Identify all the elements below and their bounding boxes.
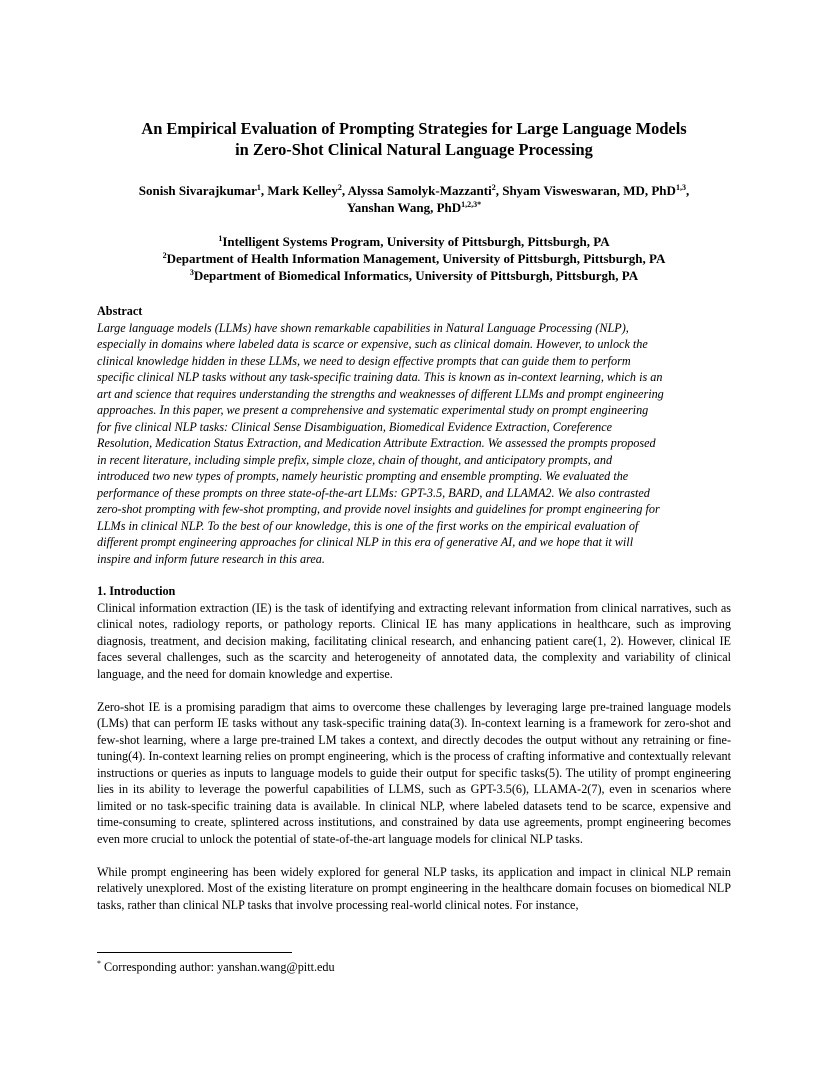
author: Shyam Visweswaran, MD, PhD$^{1,3}$,: [502, 183, 690, 198]
abstract-line: zero-shot prompting with few-shot prompting, and provide novel insights and guidelines for prompt engineering for: [97, 502, 660, 516]
paper-page: [97, 118, 731, 913]
abstract-line: approaches. In this paper, we present a comprehensive and systematic experimental study on prompt engineering: [97, 403, 649, 417]
abstract-line: specific clinical NLP tasks without any task-specific training data. This is known as in-context learning, which is an: [97, 370, 663, 384]
title-line-1: An Empirical Evaluation of Prompting Strategies for Large Language Models: [141, 119, 687, 138]
affiliation: $^3$Department of Biomedical Informatics, University of Pittsburgh, Pittsburgh, PA: [189, 268, 639, 283]
author: Mark Kelley$^2$,: [267, 183, 348, 198]
body-paragraph: While prompt engineering has been widely explored for general NLP tasks, its application and impact in clinical NLP remain relatively unexplored. Most of the existing literature on prompt engineering in the healthcare domain focuses on biomedical NLP tasks, rather than clinical NLP tasks that involve processing real-world clinical notes. For instance,: [97, 864, 731, 912]
abstract-line: for five clinical NLP tasks: Clinical Sense Disambiguation, Biomedical Evidence Extraction, Coreference: [97, 419, 613, 434]
abstract-line: in recent literature, including simple prefix, simple cloze, chain of thought, and anticipatory prompts, and: [97, 452, 613, 467]
footnote-divider: [97, 952, 292, 953]
footnote: [97, 959, 335, 975]
abstract-heading: Abstract: [97, 304, 143, 318]
abstract-line: clinical knowledge hidden in these LLMs, we need to design effective prompts that can guide them to perform: [97, 353, 631, 368]
abstract-line: especially in domains where labeled data is scarce or expensive, such as clinical domain. However, to unlock the: [97, 337, 648, 351]
footnote-text: Corresponding author: yanshan.wang@pitt.edu: [101, 960, 335, 974]
body-paragraph: Clinical information extraction (IE) is the task of identifying and extracting relevant information from clinical narratives, such as clinical notes, radiology reports, or pathology reports. Clinical IE has many applications in healthcare, such as improving diagnosis, treatment, and decision making, facilitating clinical research, and enhancing patient care(1, 2). However, clinical IE faces several challenges, such as the scarcity and heterogeneity of annotated data, the complexity and variability of clinical language, and the need for domain knowledge and expertise.: [97, 600, 731, 681]
abstract-line: Resolution, Medication Status Extraction, and Medication Attribute Extraction. We assessed the prompts proposed: [97, 436, 656, 450]
abstract-line: Large language models (LLMs) have shown remarkable capabilities in Natural Language Processing (NLP),: [97, 320, 629, 335]
author-list: [97, 182, 731, 216]
abstract-line: performance of these prompts on three state-of-the-art LLMs: GPT-3.5, BARD, and LLAMA2. We also contrasted: [97, 485, 650, 500]
paper-title: [97, 118, 731, 160]
abstract-line: inspire and inform future research in this area.: [97, 551, 325, 566]
affiliation: $^2$Department of Health Information Management, University of Pittsburgh, Pittsburgh, PA: [162, 251, 666, 266]
section-heading-introduction: 1. Introduction: [97, 584, 176, 598]
abstract-body: [97, 320, 731, 568]
abstract-line: LLMs in clinical NLP. To the best of our knowledge, this is one of the first works on the empirical evaluation of: [97, 518, 639, 533]
abstract-line: art and science that requires understanding the strengths and weaknesses of different LLMs and prompt engineering: [97, 386, 664, 401]
abstract-line: introduced two new types of prompts, namely heuristic prompting and ensemble prompting. We evaluated the: [97, 469, 629, 483]
author: Alyssa Samolyk-Mazzanti$^2$,: [347, 183, 503, 198]
affiliation-list: [97, 233, 731, 284]
author: Sonish Sivarajkumar$^1$,: [138, 183, 268, 198]
body-paragraph: Zero-shot IE is a promising paradigm that aims to overcome these challenges by leveraging large pre-trained language models (LMs) that can perform IE tasks without any task-specific training data(3). In-context learning is a framework for zero-shot and few-shot learning, where a large pre-trained LM takes a context, and directly decodes the output without any retraining or fine-tuning(4). In-context learning relies on prompt engineering, which is the process of crafting informative and contextually relevant instructions or queries as inputs to language models to guide their output for specific tasks(5). The utility of prompt engineering lies in its ability to leverage the powerful capabilities of LLMS, such as GPT-3.5(6), LLAMA-2(7), even in scenarios where limited or no task-specific training data is available. In clinical NLP, where labeled datasets tend to be scarce, expensive and time-consuming to create, splintered across institutions, and constrained by data use agreements, prompt engineering becomes even more crucial to unlock the potential of state-of-the-art language models for clinical NLP tasks.: [97, 699, 731, 846]
affiliation: $^1$Intelligent Systems Program, University of Pittsburgh, Pittsburgh, PA: [218, 234, 610, 249]
footnote-mark: *: [97, 959, 101, 968]
abstract-line: different prompt engineering approaches for clinical NLP in this era of generative AI, and we hope that it will: [97, 535, 634, 549]
title-line-2: in Zero-Shot Clinical Natural Language Processing: [235, 140, 593, 159]
author: Yanshan Wang, PhD$^{1,2,3*}$: [346, 200, 482, 215]
